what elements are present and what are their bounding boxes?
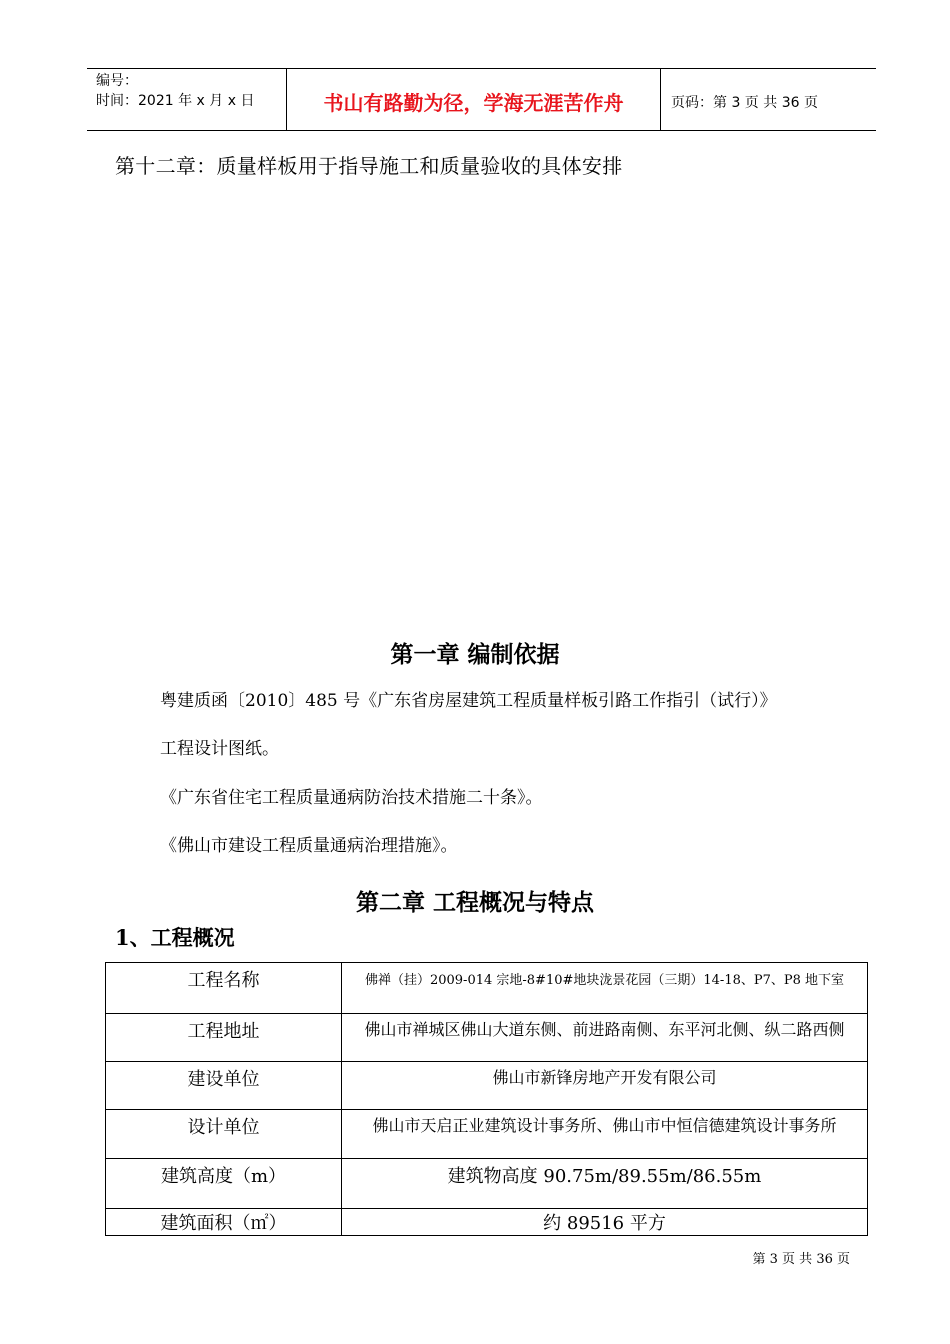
toc-line: 第十二章：质量样板用于指导施工和质量验收的具体安排 <box>115 154 623 178</box>
basis-item: 工程设计图纸。 <box>160 739 279 759</box>
table-row <box>106 1209 868 1236</box>
header-meta <box>87 69 287 130</box>
table-key: 工程名称 <box>106 963 342 1014</box>
table-row <box>106 1014 868 1062</box>
number-label: 编号： <box>96 73 138 89</box>
chapter2-title: 第二章 工程概况与特点 <box>355 889 594 916</box>
table-row <box>106 1110 868 1159</box>
table-key: 设计单位 <box>106 1110 342 1159</box>
basis-item: 《广东省住宅工程质量通病防治技术措施二十条》。 <box>160 788 543 808</box>
basis-item: 粤建质函〔2010〕485 号《广东省房屋建筑工程质量样板引路工作指引（试行）》 <box>160 691 777 711</box>
page-header <box>87 68 876 131</box>
table-key: 建设单位 <box>106 1062 342 1110</box>
table-value: 佛山市禅城区佛山大道东侧、前进路南侧、东平河北侧、纵二路西侧 <box>342 1014 868 1062</box>
table-row <box>106 963 868 1014</box>
time-label: 时间：2021 年 x 月 x 日 <box>96 93 255 109</box>
table-value: 佛山市新锋房地产开发有限公司 <box>342 1062 868 1110</box>
table-value: 佛禅（挂）2009-014 宗地-8#10#地块泷景花园（三期）14-18、P7、P8 地下室 <box>342 963 868 1014</box>
basis-item: 《佛山市建设工程质量通病治理措施》。 <box>160 836 458 856</box>
table-value: 佛山市天启正业建筑设计事务所、佛山市中恒信德建筑设计事务所 <box>342 1110 868 1159</box>
project-overview-table <box>105 962 868 1236</box>
table-key: 建筑高度（m） <box>106 1159 342 1209</box>
page-footer: 第 3 页 共 36 页 <box>752 1252 850 1267</box>
header-motto: 书山有路勤为径，学海无涯苦作舟 <box>287 69 661 130</box>
table-key: 工程地址 <box>106 1014 342 1062</box>
table-value: 建筑物高度 90.75m/89.55m/86.55m <box>342 1159 868 1209</box>
section-title: 1、工程概况 <box>115 925 235 950</box>
table-value: 约 89516 平方 <box>342 1209 868 1236</box>
chapter1-title: 第一章 编制依据 <box>390 641 560 668</box>
header-page-label: 页码：第 3 页 共 36 页 <box>671 94 818 111</box>
table-row <box>106 1159 868 1209</box>
table-row <box>106 1062 868 1110</box>
table-key: 建筑面积（㎡） <box>106 1209 342 1236</box>
